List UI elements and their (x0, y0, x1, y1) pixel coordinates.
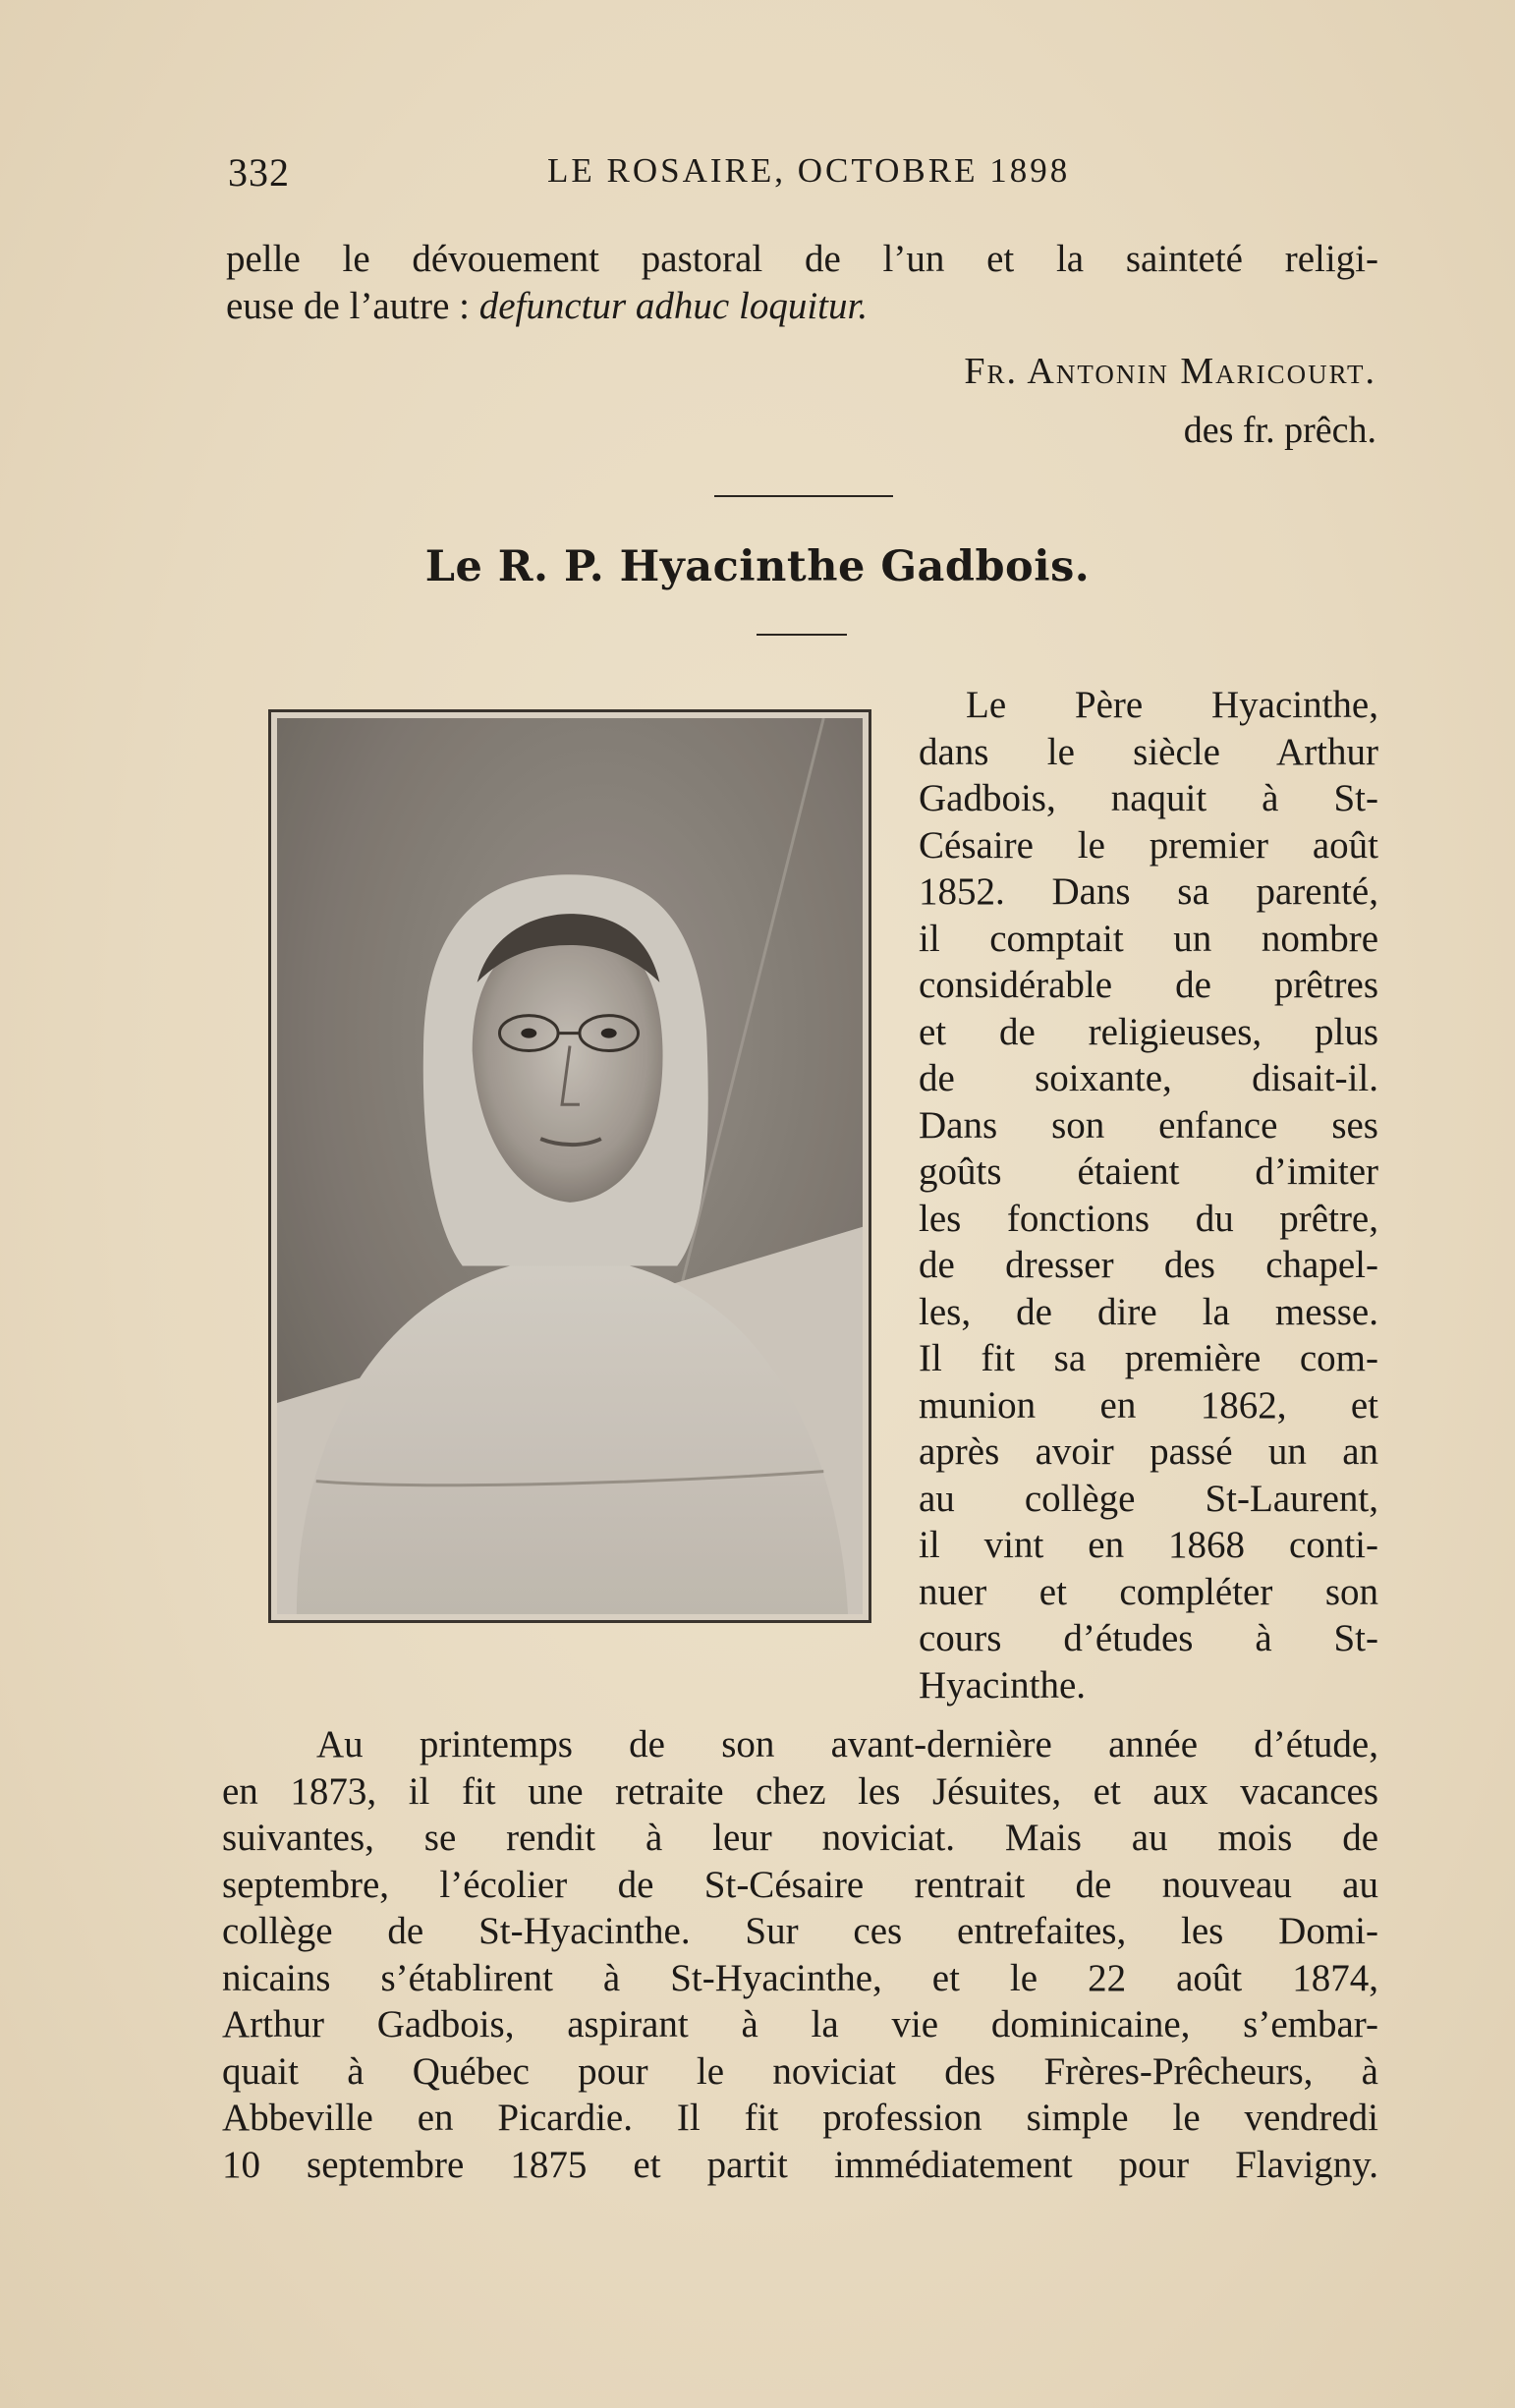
text-line: collège de St-Hyacinthe. Sur ces entrefaites, les Domi- (222, 1910, 1378, 1952)
latin-quote: defunctur adhuc loquitur. (478, 284, 869, 327)
body-paragraph (222, 1721, 1378, 2188)
text-line: 1852. Dans sa parenté, (919, 870, 1378, 913)
text-line: et de religieuses, plus (919, 1010, 1378, 1053)
text-line: nuer et compléter son (919, 1570, 1378, 1613)
text-line: il comptait un nombre (919, 917, 1378, 960)
running-head (228, 149, 1377, 208)
section-divider (714, 495, 893, 497)
text-line: cours d’études à St- (919, 1617, 1378, 1659)
text-line: Hyacinthe. (919, 1663, 1087, 1707)
text-line: suivantes, se rendit à leur noviciat. Mais au mois de (222, 1817, 1378, 1859)
portrait-illustration (277, 718, 863, 1614)
page-number: 332 (228, 150, 290, 195)
text-line: au collège St-Laurent, (919, 1477, 1378, 1520)
journal-title: LE ROSAIRE, OCTOBRE 1898 (547, 151, 1071, 190)
text-line: il vint en 1868 conti- (919, 1524, 1378, 1566)
portrait-photo (268, 709, 871, 1623)
text-line: nicains s’établirent à St-Hyacinthe, et le 22 août 1874, (222, 1956, 1378, 1999)
text-line: Césaire le premier août (919, 823, 1378, 867)
text-line: quait à Québec pour le noviciat des Frères-Prêcheurs, à (222, 2049, 1378, 2093)
title-underline (757, 634, 847, 636)
text-line: Dans son enfance ses (919, 1103, 1378, 1147)
text-line: goûts étaient d’imiter (919, 1150, 1378, 1193)
author-name: Fr. Antonin Maricourt. (964, 351, 1376, 392)
author-signature (964, 342, 1376, 460)
text-fragment: euse de l’autre : (226, 284, 479, 327)
text-line: après avoir passé un an (919, 1430, 1378, 1473)
text-line: 10 septembre 1875 et partit immédiatement pour Flavigny. (222, 2143, 1378, 2186)
article-title: Le R. P. Hyacinthe Gadbois. (424, 542, 1091, 591)
text-line: les, de dire la messe. (919, 1290, 1378, 1333)
text-line: les fonctions du prêtre, (919, 1197, 1378, 1240)
text-line: Au printemps de son avant-dernière année d’étude, (316, 1723, 1378, 1765)
text-line: pelle le dévouement pastoral de l’un et la sainteté religi- (226, 238, 1378, 280)
side-column-text (919, 682, 1378, 1708)
text-line (226, 283, 1378, 330)
text-line: Abbeville en Picardie. Il fit profession simple le vendredi (222, 2097, 1378, 2139)
text-line: Gadbois, naquit à St- (919, 777, 1378, 819)
intro-paragraph (226, 236, 1378, 329)
text-line: septembre, l’écolier de St-Césaire rentrait de nouveau au (222, 1863, 1378, 1906)
text-line: de dresser des chapel- (919, 1244, 1378, 1286)
text-line: de soixante, disait-il. (919, 1057, 1378, 1099)
text-line: Arthur Gadbois, aspirant à la vie dominicaine, s’embar- (222, 2003, 1378, 2045)
text-line: Il fit sa première com- (919, 1337, 1378, 1379)
text-line: considérable de prêtres (919, 964, 1378, 1006)
text-line: dans le siècle Arthur (919, 730, 1378, 773)
text-line: Le Père Hyacinthe, (966, 684, 1378, 726)
text-line: en 1873, il fit une retraite chez les Jésuites, et aux vacances (222, 1769, 1378, 1813)
text-line: munion en 1862, et (919, 1383, 1378, 1427)
author-order: des fr. prêch. (1183, 410, 1376, 451)
